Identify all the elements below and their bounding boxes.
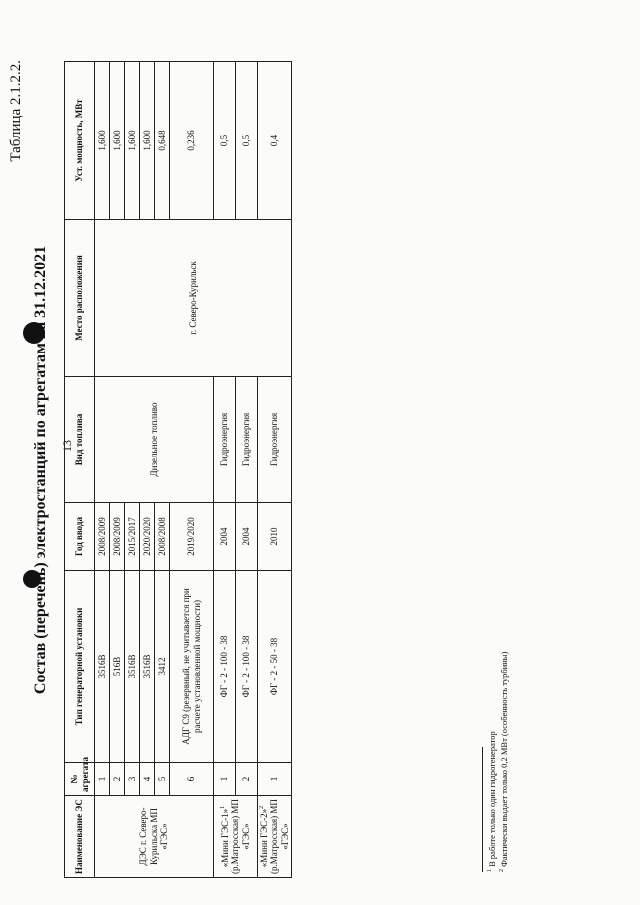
cell-year: 2008/2009 [95,503,110,571]
cell-gen-type: 516В [110,571,125,763]
plant-name-des: ДЭС г. Северо-Курильска МП «ГЭС» [95,796,214,878]
cell-unit-no: 2 [110,763,125,796]
header-unit-no: № агрегата [65,763,95,796]
cell-capacity: 0,648 [155,62,170,220]
cell-year: 2004 [236,503,258,571]
plant-name-minihes2: «Мини ГЭС-2»$^2$ (р.Матросская) МП «ГЭС» [258,796,292,878]
cell-year: 2008/2009 [110,503,125,571]
cell-gen-type: ФГ - 2 - 50 - 38 [258,571,292,763]
table-row [236,62,258,878]
cell-capacity: 1,600 [110,62,125,220]
table-row [95,62,110,878]
cell-year: 2004 [214,503,236,571]
cell-capacity: 0,5 [236,62,258,220]
header-name: Наименование ЭС [65,796,95,878]
page-number: 13 [60,440,74,452]
cell-unit-no: 1 [258,763,292,796]
header-gen-type: Тип генераторной установки [65,571,95,763]
table-row [214,62,236,878]
cell-unit-no: 2 [236,763,258,796]
cell-unit-no: 6 [170,763,214,796]
table-row [258,62,292,878]
cell-year: 2010 [258,503,292,571]
cell-gen-type: 3516В [95,571,110,763]
header-year: Год ввода [65,503,95,571]
cell-capacity: 1,600 [125,62,140,220]
cell-gen-type: 3516В [125,571,140,763]
cell-gen-type: ФГ - 2 - 100 - 38 [236,571,258,763]
cell-capacity: 0,5 [214,62,236,220]
cell-unit-no: 5 [155,763,170,796]
cell-year: 2020/2020 [140,503,155,571]
cell-year: 2019/2020 [170,503,214,571]
power-plants-table [64,61,292,878]
header-location: Место расположения [65,220,95,377]
cell-gen-type: ФГ - 2 - 100 - 38 [214,571,236,763]
header-fuel: Вид топлива [65,377,95,503]
cell-capacity: 0,236 [170,62,214,220]
cell-fuel-diesel: Дизельное топливо [95,377,214,503]
cell-fuel: Гидроэнергия [214,377,236,503]
cell-capacity: 0,4 [258,62,292,220]
footnote-divider [482,747,483,872]
page-title: Состав (перечень) электростанций по агрегатам на 31.12.2021 [32,245,49,695]
cell-capacity: 1,600 [95,62,110,220]
cell-unit-no: 4 [140,763,155,796]
footnote-1: $^1$ В работе только один гидрогенератор [486,731,497,872]
cell-year: 2008/2008 [155,503,170,571]
cell-capacity: 1,600 [140,62,155,220]
cell-unit-no: 1 [95,763,110,796]
plant-name-minihes1: «Мини ГЭС-1»$^1$ (р.Матросская) МП «ГЭС» [214,796,258,878]
cell-fuel: Гидроэнергия [236,377,258,503]
header-capacity: Уст. мощность, МВт [65,62,95,220]
cell-unit-no: 1 [214,763,236,796]
footnotes [482,652,511,872]
table-caption: Таблица 2.1.2.2. [8,60,24,162]
table-header-row [65,62,95,878]
cell-year: 2015/2017 [125,503,140,571]
cell-unit-no: 3 [125,763,140,796]
cell-gen-type: 3516В [140,571,155,763]
cell-gen-type: АДГ С9 (резервный, не учитывается при расчете установленной мощности) [170,571,214,763]
cell-fuel: Гидроэнергия [258,377,292,503]
rotated-page-content [0,60,560,880]
cell-gen-type: 3412 [155,571,170,763]
footnote-2: $^2$ Фактически выдает только 0,2 МВт (особенность турбины) [499,651,510,872]
cell-location: г. Северо-Курильск [95,220,292,377]
